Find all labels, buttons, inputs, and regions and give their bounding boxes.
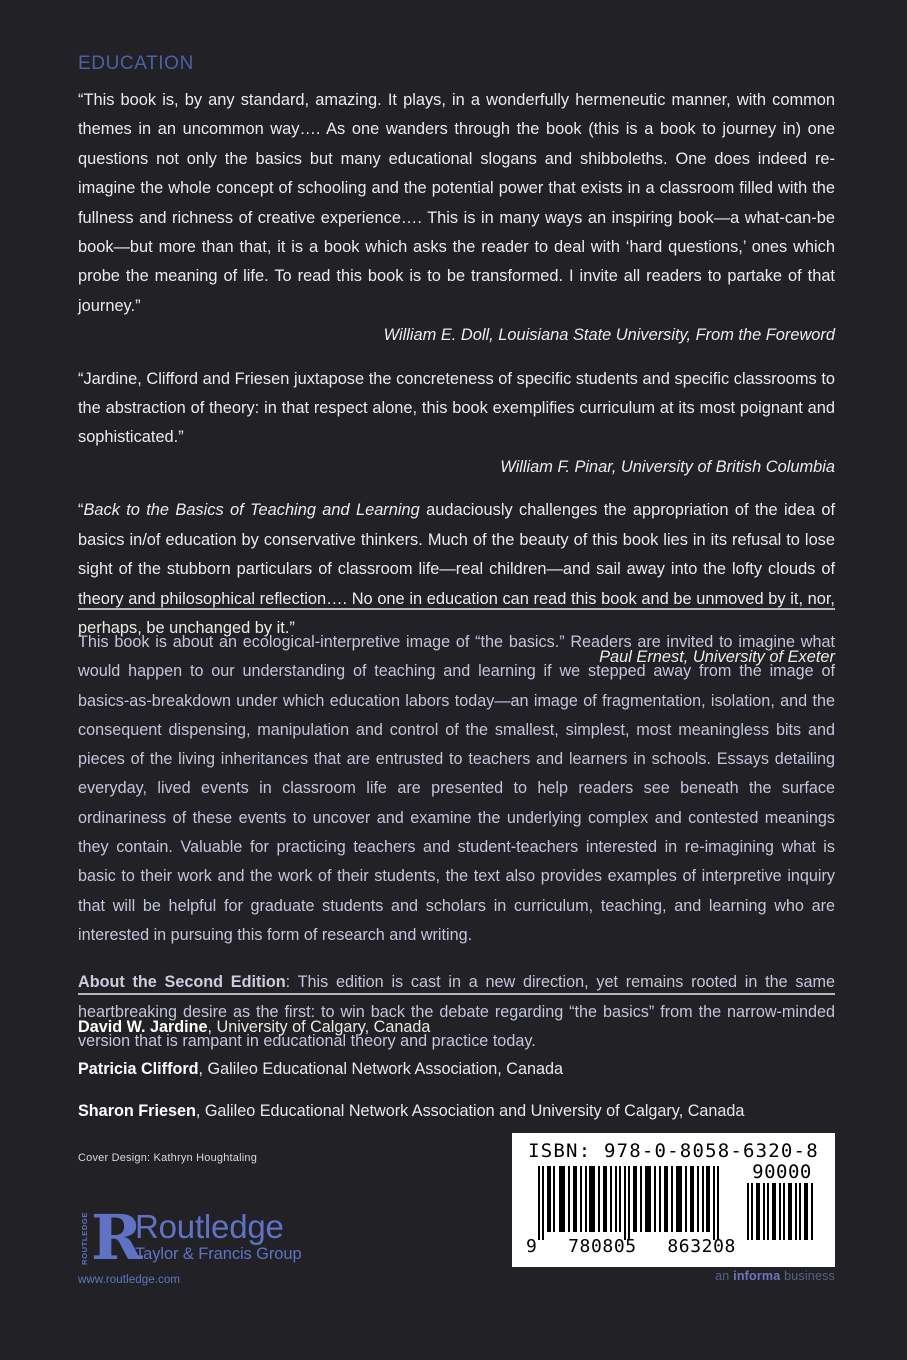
barcode-addon-bars [746,1183,816,1240]
quote-open-mark: “ [78,501,84,520]
second-edition-text: : This edition is cast in a new direction, yet remains rooted in the same heartbreaking desire as the first: to win back the debate regarding “the basics” from the narrow-minded version that is rampant in educational theory and practice today. [78,973,835,1050]
description-section [78,608,835,1056]
routledge-logo[interactable] [78,1201,408,1304]
authors-section [78,993,835,1121]
review-attribution-1: William E. Doll, Louisiana State University, From the Foreword [383,326,835,345]
author-entry [78,1079,835,1121]
divider-top [78,608,835,610]
logo-letter-r: R [91,1201,143,1274]
isbn-barcode [512,1133,835,1267]
author-entry [78,995,835,1037]
informa-prefix: an [715,1269,734,1283]
barcode-ean13-bars [536,1166,726,1240]
isbn-label: ISBN: 978-0-8058-6320-8 [528,1140,819,1162]
author-name: Patricia Clifford [78,1060,199,1078]
review-attribution-3: Paul Ernest, University of Exeter [599,648,835,667]
review-quote-1: “This book is, by any standard, amazing. It plays, in a wonderfully hermeneutic manner, with common themes in an uncommon way…. As one wanders through the book (this is a book to journey in) one questions not only the basics but many educational slogans and shibboleths. One does indeed re-imagine the whole concept of schooling and the potential power that exists in a classroom filled with the fullness and richness of creative experience…. This is in many ways an inspiring book—a what-can-be book—but more than that, it is a book which asks the reader to deal with ‘hard questions,’ ones which probe the meaning of life. To read this book is to be transformed. I invite all readers to partake of that journey.” [78,91,835,315]
addon-bar-graphic [746,1183,816,1240]
spacer [78,482,835,496]
barcode-addon-number: 90000 [752,1161,812,1183]
review-attribution-2: William F. Pinar, University of British Columbia [500,457,835,476]
description-paragraph: This book is about an ecological-interpretive image of “the basics.” Readers are invited to imagine what would happen to our understanding of teaching and learning if we stepped away from the image of basics-as-breakdown under which education labors today—an image of fragmentation, isolation, and the consequent dispensing, manipulation and control of the smallest, simplest, most meaningless bits and pieces of the living inheritances that are entrusted to teachers and learners in schools. Essays detailing everyday, lived events in classroom life are presented to help readers see beneath the surface ordinariness of these events to uncover and examine the underlying complex and contested meanings they contain. Valuable for practicing teachers and student-teachers interested in re-imagining what is basic to their work and the work of their students, the text also provides examples of interpretive inquiry that will be helpful for graduate students and scholars in curriculum, teaching, and learning who are interested in pursuing this form of research and writing. [78,633,835,944]
publisher-url[interactable]: www.routledge.com [78,1274,181,1286]
routledge-r-mark-icon [78,1201,143,1274]
barcode-digit-group: 780805 [568,1236,637,1257]
cover-design-credit: Cover Design: Kathryn Houghtaling [78,1152,258,1164]
barcode-body [512,1161,835,1264]
author-name: David W. Jardine [78,1018,208,1036]
author-affiliation: , Galileo Educational Network Association, Canada [198,1060,563,1078]
author-entry [78,1037,835,1079]
publisher-subtitle: Taylor & Francis Group [135,1245,302,1263]
review-quotes-section [78,86,835,673]
author-name: Sharon Friesen [78,1102,196,1120]
logo-row [78,1201,408,1274]
informa-tagline [78,1269,835,1283]
ean13-bar-graphic [536,1166,726,1240]
barcode-digits [526,1236,736,1257]
subject-category-label: EDUCATION [78,53,194,74]
author-affiliation: , Galileo Educational Network Association and University of Calgary, Canada [195,1102,745,1120]
informa-suffix: business [780,1269,835,1283]
barcode-digit-group: 863208 [667,1236,736,1257]
barcode-digit-group: 9 [526,1236,538,1257]
publisher-name: Routledge [135,1208,284,1245]
author-affiliation: , University of Calgary, Canada [207,1018,431,1036]
logo-text-block [128,1209,302,1264]
second-edition-label: About the Second Edition [78,973,286,992]
spacer [78,351,835,365]
logo-vertical-wordmark: ROUTLEDGE [80,1211,89,1265]
review-quote-3-body: audaciously challenges the appropriation of the idea of basics in/of education by conservative thinkers. Much of the beauty of this book lies in its refusal to lose sight of the stubborn particulars of classroom life—real children—and sail away into the lofty clouds of theory and philosophical reflection…. No one in education can read this book and be unmoved by it, nor, perhaps, be unchanged by it.” [78,501,835,637]
review-quote-2: “Jardine, Clifford and Friesen juxtapose the concreteness of specific students and specific classrooms to the abstraction of theory: in that respect alone, this book exemplifies curriculum at its most poignant and sophisticated.” [78,369,835,447]
informa-brand: informa [733,1269,781,1283]
review-quote-3-book-title: Back to the Basics of Teaching and Learning [83,501,420,520]
